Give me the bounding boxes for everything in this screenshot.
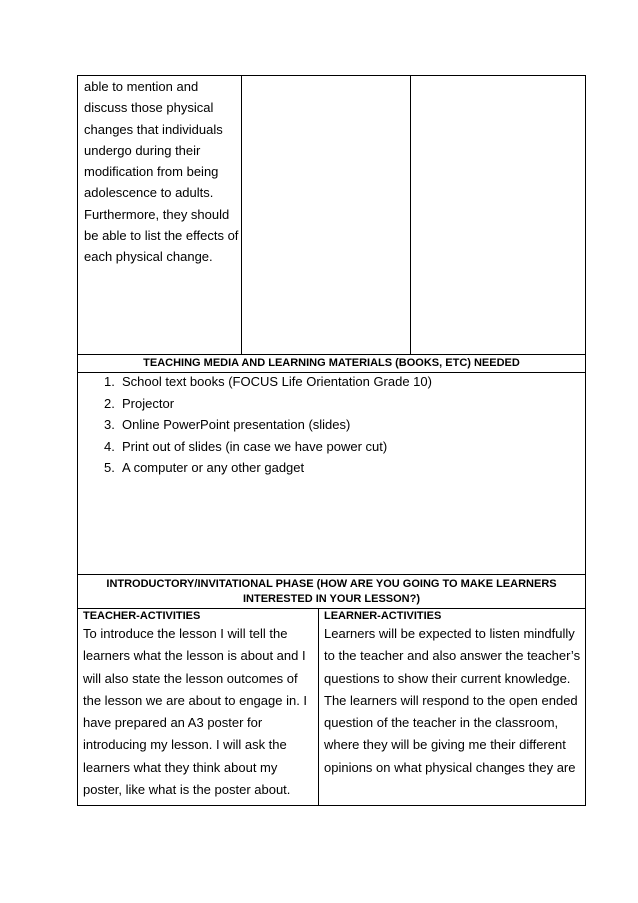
text-line: introducing my lesson. I will ask the	[83, 737, 287, 753]
text-line: questions to show their current knowledge.	[324, 670, 571, 686]
text-line: modification from being	[84, 164, 219, 180]
media-heading: TEACHING MEDIA AND LEARNING MATERIALS (BOOKS, ETC) NEEDED	[143, 357, 520, 369]
list-item: 2. Projector	[104, 395, 175, 411]
learner-activities-heading: LEARNER-ACTIVITIES	[324, 610, 442, 622]
intro-heading-line1: INTRODUCTORY/INVITATIONAL PHASE (HOW ARE YOU GOING TO MAKE LEARNERS	[106, 578, 557, 590]
text-line: be able to list the effects of	[84, 228, 239, 244]
column-divider	[318, 608, 319, 806]
text-line: changes that individuals	[84, 121, 223, 137]
text-line: each physical change.	[84, 249, 213, 265]
teacher-activities-heading: TEACHER-ACTIVITIES	[83, 610, 201, 622]
text-line: discuss those physical	[84, 100, 214, 116]
list-item: 5. A computer or any other gadget	[104, 460, 305, 475]
list-item: 1. School text books (FOCUS Life Orientation Grade 10)	[104, 374, 432, 389]
row-divider	[77, 608, 586, 609]
list-item: 3. Online PowerPoint presentation (slides)	[104, 417, 351, 432]
text-line: adolescence to adults.	[84, 185, 214, 201]
list-item: 4. Print out of slides (in case we have power cut)	[104, 438, 388, 454]
text-line: poster, like what is the poster about.	[83, 782, 291, 798]
row-divider	[77, 354, 586, 355]
text-line: will also state the lesson outcomes of	[83, 670, 298, 686]
teacher-activities-text	[83, 623, 307, 801]
intro-heading	[77, 577, 586, 607]
text-line: able to mention and	[84, 79, 199, 94]
text-line: opinions on what physical changes they are	[324, 759, 576, 775]
column-divider	[241, 75, 242, 354]
text-line: Learners will be expected to listen mindfully	[324, 626, 575, 641]
text-line: undergo during their	[84, 142, 201, 158]
text-line: to the teacher and also answer the teacher’s	[324, 648, 581, 664]
text-line: question of the teacher in the classroom,	[324, 715, 559, 731]
objectives-text	[84, 76, 238, 268]
text-line: learners what the lesson is about and I	[83, 648, 306, 664]
text-line: the lesson we are about to engage in. I	[83, 692, 308, 708]
intro-heading-line2: INTERESTED IN YOUR LESSON?)	[242, 593, 421, 605]
text-line: Furthermore, they should	[84, 206, 230, 222]
row-divider	[77, 574, 586, 575]
media-list	[104, 371, 432, 479]
text-line: have prepared an A3 poster for	[83, 715, 263, 731]
text-line: The learners will respond to the open ended	[324, 692, 578, 708]
text-line: To introduce the lesson I will tell the	[83, 626, 288, 641]
text-line: learners what they think about my	[83, 759, 278, 775]
column-divider	[410, 75, 411, 354]
learner-activities-text	[324, 623, 580, 779]
text-line: where they will be giving me their different	[324, 737, 566, 753]
